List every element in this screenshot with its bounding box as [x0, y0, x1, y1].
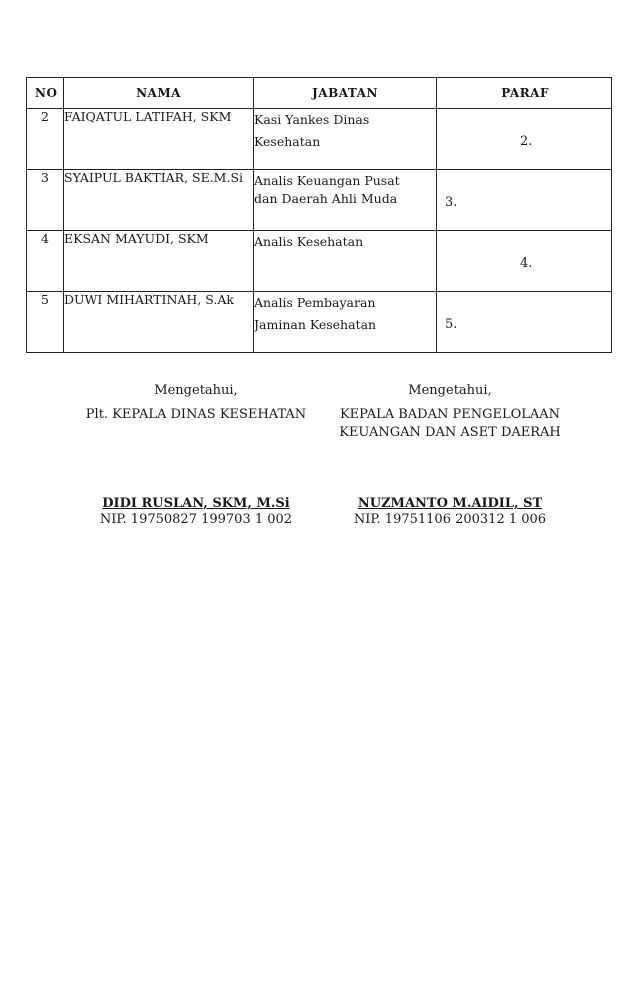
jabatan-line: Jaminan Kesehatan — [254, 317, 377, 332]
signer-role: KEPALA BADAN PENGELOLAAN — [339, 407, 561, 422]
jabatan-line: Analis Keuangan Pusat — [254, 173, 400, 188]
header-nama: NAMA — [64, 78, 254, 109]
signer-role: Plt. KEPALA DINAS KESEHATAN — [85, 407, 307, 422]
paraf-number: 3. — [445, 195, 458, 210]
signature-block-left — [70, 382, 322, 424]
signer-name: NUZMANTO M.AIDIL, ST — [357, 496, 543, 511]
header-jabatan: JABATAN — [254, 78, 437, 109]
acknowledged-label: Mengetahui, — [408, 383, 492, 398]
jabatan-line: Analis Pembayaran — [254, 295, 376, 310]
header-paraf: PARAF — [437, 78, 612, 109]
cell-nama: FAIQATUL LATIFAH, SKM — [64, 109, 254, 170]
signer-role: KEUANGAN DAN ASET DAERAH — [339, 425, 561, 440]
cell-paraf — [437, 292, 612, 353]
signature-block-right — [326, 382, 574, 442]
jabatan-line: Analis Kesehatan — [254, 234, 364, 249]
signer-nip: NIP. 19751106 200312 1 006 — [353, 512, 547, 527]
cell-nama: SYAIPUL BAKTIAR, SE.M.Si — [64, 170, 254, 231]
table-row — [27, 109, 612, 170]
cell-no: 3 — [27, 170, 64, 231]
jabatan-line: dan Daerah Ahli Muda — [254, 191, 398, 206]
cell-paraf — [437, 231, 612, 292]
paraf-number: 4. — [520, 256, 533, 271]
cell-nama: DUWI MIHARTINAH, S.Ak — [64, 292, 254, 353]
cell-jabatan — [254, 170, 437, 231]
cell-paraf — [437, 109, 612, 170]
table-header-row — [27, 78, 612, 109]
signer-name: DIDI RUSLAN, SKM, M.Si — [102, 496, 290, 511]
table-row — [27, 292, 612, 353]
header-no: NO — [27, 78, 64, 109]
cell-jabatan — [254, 109, 437, 170]
cell-jabatan — [254, 231, 437, 292]
cell-jabatan — [254, 292, 437, 353]
table-row — [27, 231, 612, 292]
jabatan-line: Kasi Yankes Dinas — [254, 112, 370, 127]
cell-no: 4 — [27, 231, 64, 292]
acknowledged-label: Mengetahui, — [154, 383, 238, 398]
cell-no: 5 — [27, 292, 64, 353]
cell-paraf — [437, 170, 612, 231]
paraf-number: 5. — [445, 317, 458, 332]
signer-nip: NIP. 19750827 199703 1 002 — [99, 512, 293, 527]
cell-no: 2 — [27, 109, 64, 170]
cell-nama: EKSAN MAYUDI, SKM — [64, 231, 254, 292]
paraf-number: 2. — [520, 134, 533, 149]
signature-table — [26, 77, 612, 353]
jabatan-line: Kesehatan — [254, 134, 321, 149]
table-row — [27, 170, 612, 231]
